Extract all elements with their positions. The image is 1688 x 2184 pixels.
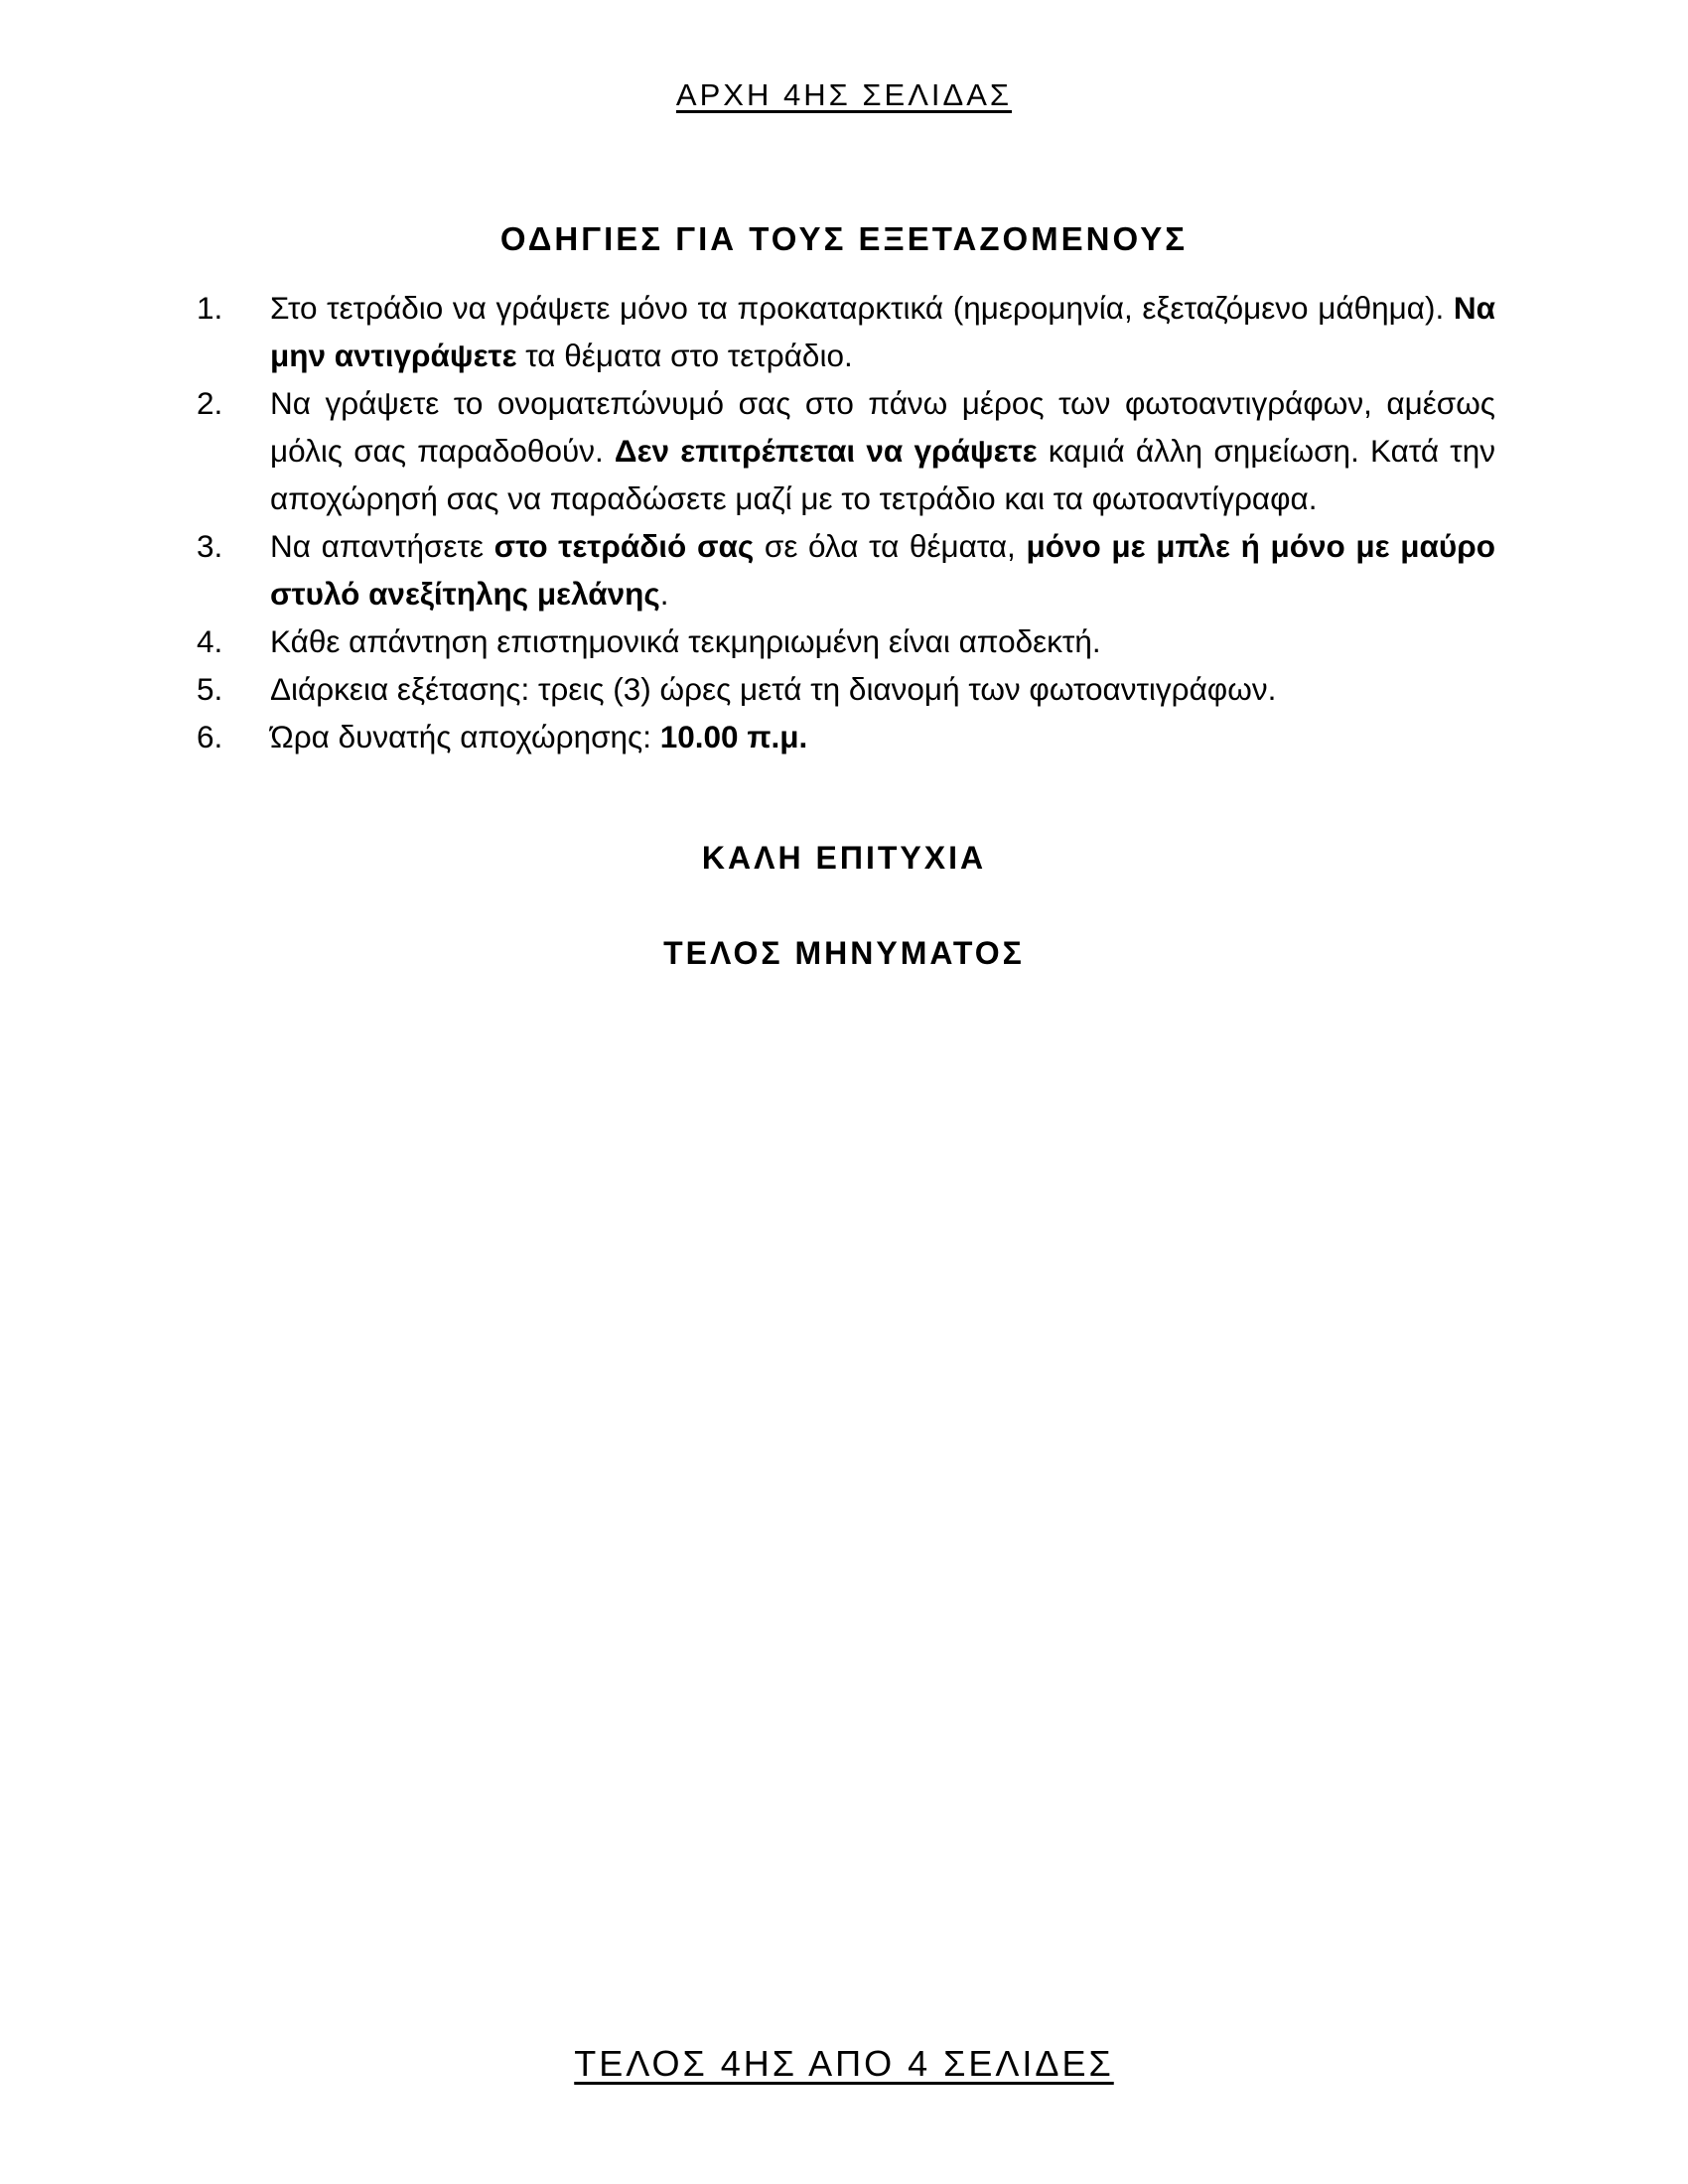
instruction-text: Ώρα δυνατής αποχώρησης:	[270, 719, 660, 754]
instruction-item-1	[197, 284, 1495, 379]
instruction-number: 1.	[197, 290, 223, 326]
instruction-bold-text: μόνο με μπλε ή μόνο με μαύρο στυλό ανεξίτηλης μελάνης	[270, 528, 1495, 612]
instruction-text: σε όλα τα θέματα,	[754, 528, 1027, 564]
instruction-item-4	[197, 617, 1495, 665]
instruction-text: .	[659, 576, 669, 612]
instruction-number: 6.	[197, 719, 223, 754]
instruction-bold-text: Να μην αντιγράψετε	[270, 290, 1495, 373]
instructions-list	[197, 284, 1495, 760]
instruction-item-3	[197, 522, 1495, 617]
instruction-number: 5.	[197, 671, 223, 707]
instruction-item-6	[197, 713, 1495, 760]
instruction-text: Διάρκεια εξέτασης: τρεις (3) ώρες μετά τη διανομή των φωτοαντιγράφων.	[270, 671, 1277, 707]
end-of-message: ΤΕΛΟΣ ΜΗΝΥΜΑΤΟΣ	[663, 935, 1025, 971]
instruction-text: Στο τετράδιο να γράψετε μόνο τα προκαταρκτικά (ημερομηνία, εξεταζόμενο μάθημα).	[270, 290, 1454, 326]
instruction-bold-text: 10.00 π.μ.	[659, 719, 808, 754]
instruction-text: Να απαντήσετε	[270, 528, 494, 564]
instruction-number: 3.	[197, 528, 223, 564]
good-luck-message: ΚΑΛΗ ΕΠΙΤΥΧΙΑ	[701, 840, 987, 876]
page-footer: ΤΕΛΟΣ 4ΗΣ ΑΠΟ 4 ΣΕΛΙΔΕΣ	[574, 2043, 1114, 2084]
page-header: ΑΡΧΗ 4ΗΣ ΣΕΛΙΔΑΣ	[675, 77, 1013, 112]
instruction-text: τα θέματα στο τετράδιο.	[516, 338, 853, 373]
instruction-item-2	[197, 379, 1495, 522]
instruction-item-5	[197, 665, 1495, 713]
instructions-title: ΟΔΗΓΙΕΣ ΓΙΑ ΤΟΥΣ ΕΞΕΤΑΖΟΜΕΝΟΥΣ	[499, 220, 1189, 257]
instruction-bold-text: στο τετράδιό σας	[493, 528, 755, 564]
instruction-bold-text: Δεν επιτρέπεται να γράψετε	[614, 433, 1038, 469]
instruction-number: 2.	[197, 385, 223, 421]
instruction-number: 4.	[197, 623, 223, 659]
instruction-text: Κάθε απάντηση επιστημονικά τεκμηριωμένη είναι αποδεκτή.	[270, 623, 1101, 659]
instruction-text: καμιά άλλη σημείωση. Κατά την αποχώρησή σας να παραδώσετε μαζί με το τετράδιο και τα φωτοαντίγραφα.	[270, 433, 1495, 516]
instruction-text: Να γράψετε το ονοματεπώνυμό σας στο πάνω μέρος των φωτοαντιγράφων, αμέσως μόλις σας παραδοθούν.	[270, 385, 1495, 469]
